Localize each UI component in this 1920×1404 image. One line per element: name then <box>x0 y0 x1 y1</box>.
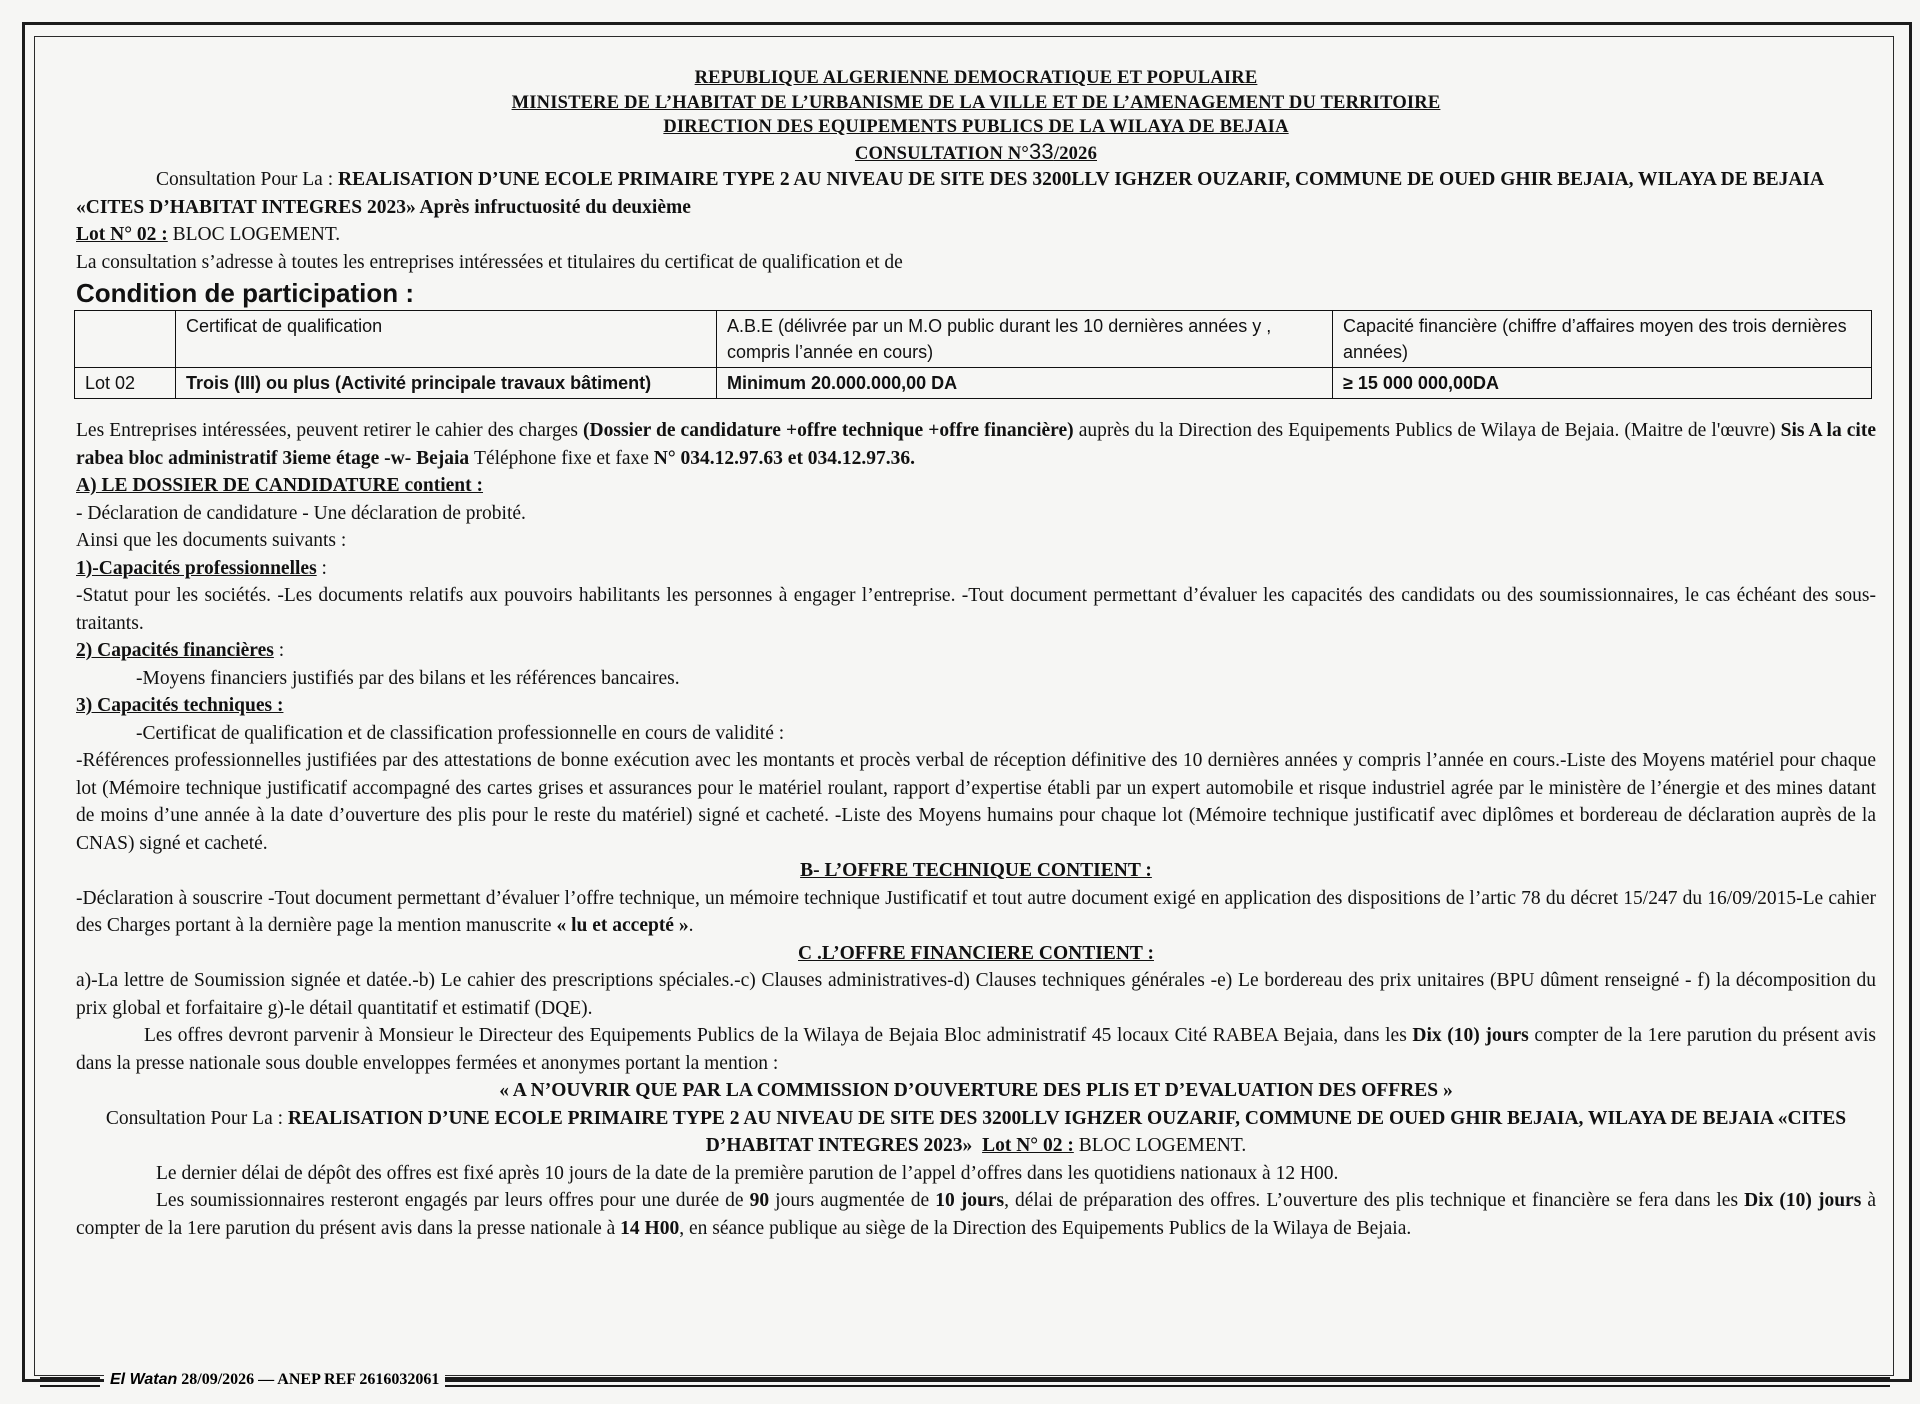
section-b-title: B- L’OFFRE TECHNIQUE CONTIENT : <box>800 860 1152 881</box>
engagement-paragraph: Les soumissionnaires resteront engagés par leurs offres pour une durée de 90 jours augmentée de 10 jours, délai de préparation des offres. L’ouverture des plis technique et financière se fera dans les Dix (10) jours à compter de la 1ere parution du présent avis dans la presse nationale à 14 H00, en séance publique au siège de la Direction des Equipements Publics de la Wilaya de Bejaia. <box>76 1190 1876 1239</box>
intro-audience: La consultation s’adresse à toutes les entreprises intéressées et titulaires du certificat de qualification et de <box>76 251 903 273</box>
handwritten-number: 33 <box>1029 138 1054 164</box>
consultation-number: CONSULTATION N°33/2026 <box>854 138 1098 164</box>
table-cell-certificate: Trois (III) ou plus (Activité principale travaux bâtiment) <box>176 368 717 399</box>
sub2-title: 2) Capacités financières : <box>76 640 285 661</box>
conditions-table <box>74 310 1872 399</box>
section-a-line2: Ainsi que les documents suivants : <box>76 530 347 551</box>
footer-rule-right <box>420 1377 1890 1387</box>
table-header-cell: A.B.E (délivrée par un M.O public durant les 10 dernières années y , compris l’année en cours) <box>717 311 1333 368</box>
header-republic: REPUBLIQUE ALGERIENNE DEMOCRATIQUE ET POPULAIRE <box>694 68 1258 88</box>
anep-reference: 28/09/2026 — ANEP REF 2616032061 <box>177 1371 440 1388</box>
table-header-cell: Certificat de qualification <box>176 311 717 368</box>
section-a-title: A) LE DOSSIER DE CANDIDATURE contient : <box>76 475 484 496</box>
sub1-title: 1)-Capacités professionnelles : <box>76 557 327 579</box>
newspaper-name: El Watan <box>110 1371 178 1388</box>
intro-object: Consultation Pour La : REALISATION D’UNE ECOLE PRIMAIRE TYPE 2 AU NIVEAU DE SITE DES 3200LLV IGHZER OUZARIF, COMMUNE DE OUED GHIR BEJAIA, WILAYA DE BEJAIA «CITES D’HABITAT INTEGRES 2023» Après infructuosité du deuxième <box>76 169 1824 218</box>
sub3-title: 3) Capacités techniques : <box>76 695 284 716</box>
table-row <box>75 368 1872 399</box>
header-direction: DIRECTION DES EQUIPEMENTS PUBLICS DE LA WILAYA DE BEJAIA <box>663 117 1289 137</box>
sub2-text: -Moyens financiers justifiés par des bilans et les références bancaires. <box>136 667 680 689</box>
intro-lot: Lot N° 02 : BLOC LOGEMENT. <box>76 224 341 245</box>
table-header-row <box>75 311 1872 368</box>
footer-reference <box>104 1368 445 1392</box>
section-c-text: a)-La lettre de Soumission signée et datée.-b) Le cahier des prescriptions spéciales.-c) Clauses administratives-d) Clauses techniques générales -e) Le bordereau des prix unitaires (BPU dûment renseigné - f) la décomposition du prix global et forfaitaire g)-le détail quantitatif et estimatif (DQE). <box>76 970 1876 1019</box>
table-header-cell <box>75 311 176 368</box>
footer-rule-left <box>40 1377 100 1387</box>
depot-consultation: Consultation Pour La : REALISATION D’UNE ECOLE PRIMAIRE TYPE 2 AU NIVEAU DE SITE DES 3200LLV IGHZER OUZARIF, COMMUNE DE OUED GHIR BEJAIA, WILAYA DE BEJAIA «CITES D’HABITAT INTEGRES 2023» Lot N° 02 : BLOC LOGEMENT. <box>105 1107 1847 1156</box>
table-header-cell: Capacité financière (chiffre d’affaires moyen des trois dernières années) <box>1333 311 1872 368</box>
newspaper-footer <box>40 1368 1890 1396</box>
retrait-paragraph: Les Entreprises intéressées, peuvent retirer le cahier des charges (Dossier de candidature +offre technique +offre financière) auprès du la Direction des Equipements Publics de Wilaya de Bejaia. (Maitre de l'œuvre) Sis A la cite rabea bloc administratif 3ieme étage -w- Bejaia Téléphone fixe et faxe N° 034.12.97.63 et 034.12.97.36. <box>76 420 1876 469</box>
notice-body <box>76 66 1876 1242</box>
sub3-text1: -Certificat de qualification et de classification professionnelle en cours de validité : <box>136 722 785 744</box>
sub3-text2: -Références professionnelles justifiées par des attestations de bonne exécution avec les montants et procès verbal de réception définitive des 10 dernières années y compris l’année en cours.-Liste des Moyens matériel pour chaque lot (Mémoire technique justificatif accompagné des cartes grises et assurances pour le matériel roulant, rapport d’expertise établi par un expert automobile et risque industriel agrée par le ministère de l’énergie et des mines datant de moins d’une année à la date d’ouverture des plis pour le reste du matériel) signé et cacheté. -Liste des Moyens humains pour chaque lot (Mémoire technique justificatif avec diplômes et bordereau de déclaration auprès de la CNAS) signé et cacheté. <box>76 750 1876 854</box>
section-c-title: C .L’OFFRE FINANCIERE CONTIENT : <box>798 942 1154 964</box>
depot-paragraph: Les offres devront parvenir à Monsieur le Directeur des Equipements Publics de la Wilaya de Bejaia Bloc administratif 45 locaux Cité RABEA Bejaia, dans les Dix (10) jours compter de la 1ere parution du présent avis dans la presse nationale sous double enveloppes fermées et anonymes portant la mention : <box>76 1025 1876 1074</box>
conditions-title: Condition de participation : <box>76 278 414 308</box>
section-a-line1: - Déclaration de candidature - Une déclaration de probité. <box>76 502 526 524</box>
section-b-text: -Déclaration à souscrire -Tout document permettant d’évaluer l’offre technique, un mémoire technique Justificatif et tout autre document exigé en application des dispositions de l’artic 78 du décret 15/247 du 16/09/2015-Le cahier des Charges portant à la dernière page la mention manuscrite « lu et accepté ». <box>76 887 1876 936</box>
depot-mention: « A N’OUVRIR QUE PAR LA COMMISSION D’OUVERTURE DES PLIS ET D’EVALUATION DES OFFRES » <box>499 1080 1453 1101</box>
delai-paragraph: Le dernier délai de dépôt des offres est fixé après 10 jours de la date de la première parution de l’appel d’offres dans les quotidiens nationaux à 12 H00. <box>156 1162 1339 1184</box>
header-ministry: MINISTERE DE L’HABITAT DE L’URBANISME DE LA VILLE ET DE L’AMENAGEMENT DU TERRITOIRE <box>511 92 1441 113</box>
table-cell-lot: Lot 02 <box>75 368 176 399</box>
table-cell-abe: Minimum 20.000.000,00 DA <box>717 368 1333 399</box>
table-cell-capacity: ≥ 15 000 000,00DA <box>1333 368 1872 399</box>
sub1-text: -Statut pour les sociétés. -Les documents relatifs aux pouvoirs habilitants les personnes à engager l’entreprise. -Tout document permettant d’évaluer les capacités des candidats ou des soumissionnaires, le cas échéant des sous-traitants. <box>76 585 1876 634</box>
